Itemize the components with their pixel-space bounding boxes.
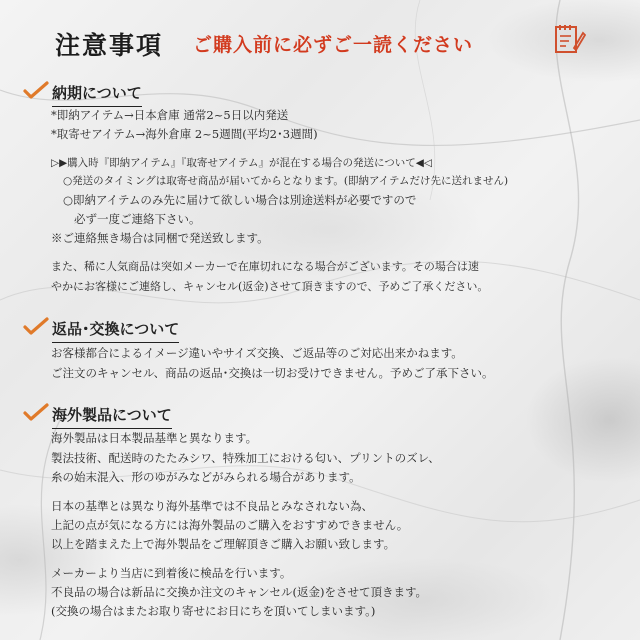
page-title: 注意事項: [55, 31, 164, 60]
text-line: (交換の場合はまたお取り寄せにお日にちを頂いてしまいます。): [51, 604, 376, 618]
text-line: やかにお客様にご連絡し、キャンセル(返金)させて頂きますので、予めご了承ください。: [51, 280, 489, 293]
check-icon: [22, 316, 50, 338]
check-icon: [22, 80, 50, 102]
page-subtitle: ご購入前に必ずご一読ください: [193, 34, 474, 56]
check-icon: [22, 402, 50, 424]
text-line: 海外製品は日本製品基準と異なります。: [51, 431, 258, 445]
text-line: お客様都合によるイメージ違いやサイズ交換、ご返品等のご対応出来かねます。: [51, 346, 463, 360]
text-line: ▷▶購入時『即納アイテム』『取寄せアイテム』が混在する場合の発送について◀◁: [51, 157, 432, 169]
text-line: ※ご連絡無き場合は同梱で発送致します。: [51, 231, 269, 245]
section-heading-label: 海外製品について: [52, 406, 172, 424]
section-heading-label: 返品･交換について: [52, 320, 180, 338]
section-heading-label: 納期について: [52, 84, 142, 102]
header: [55, 22, 620, 62]
text-line: *取寄せアイテム→海外倉庫 2~5週間(平均2･3週間): [51, 127, 318, 141]
text-line: 糸の始末混入、形のゆがみなどがみられる場合があります。: [51, 470, 361, 484]
text-line: 不良品の場合は新品に交換か注文のキャンセル(返金)をさせて頂きます。: [51, 585, 428, 599]
text-line: また、稀に人気商品は突如メーカーで在庫切れになる場合がございます。その場合は速: [51, 260, 479, 273]
text-line: ○即納アイテムのみ先に届けて欲しい場合は別途送料が必要ですので: [63, 193, 417, 207]
memo-pencil-icon: [552, 22, 586, 56]
text-line: 製法技術、配送時のたたみシワ、特殊加工における匂い、プリントのズレ、: [51, 451, 440, 465]
text-line: ご注文のキャンセル、商品の返品･交換は一切お受けできません。予めご了承下さい。: [51, 366, 494, 380]
text-line: 日本の基準とは異なり海外基準では不良品とみなされない為、: [51, 499, 373, 513]
text-line: メーカーより当店に到着後に検品を行います。: [51, 566, 292, 580]
text-line: *即納アイテム→日本倉庫 通常2~5日以内発送: [51, 108, 289, 122]
text-line: 上記の点が気になる方には海外製品のご購入をおすすめできません。: [51, 518, 409, 532]
text-line: 必ず一度ご連絡下さい。: [74, 212, 201, 226]
text-line: ○発送のタイミングは取寄せ商品が届いてからとなります。(即納アイテムだけ先に送れません): [63, 175, 509, 187]
text-line: 以上を踏まえた上で海外製品をご理解頂きご購入お願い致します。: [51, 537, 396, 551]
